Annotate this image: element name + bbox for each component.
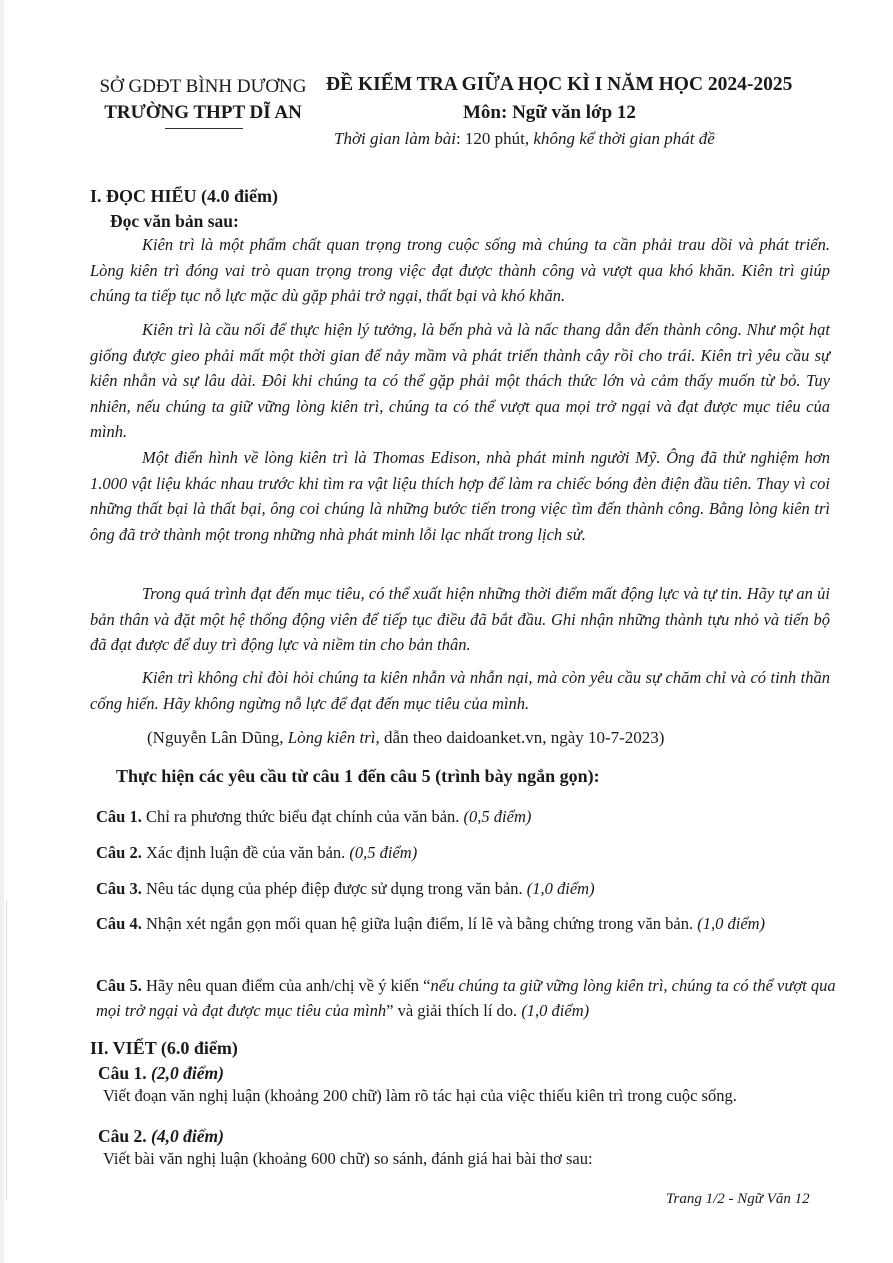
question-quote: nếu chúng ta giữ vững lòng kiên trì, chúng ta có thể vượt qua mọi trở ngại và đạt được mục tiêu của mình xyxy=(96,976,836,1020)
header-underline xyxy=(165,128,243,129)
part2-title: II. VIẾT (6.0 điểm) xyxy=(90,1038,238,1058)
question-points: (1,0 điểm) xyxy=(526,879,595,898)
passage-source xyxy=(147,728,664,748)
writing-question-1 xyxy=(98,1063,224,1084)
page-footer: Trang 1/2 - Ngữ Văn 12 xyxy=(666,1191,810,1207)
passage-paragraph-4: Trong quá trình đạt đến mục tiêu, có thể xuất hiện những thời điểm mất động lực và tự tin. Hãy tự an ủi bản thân và đặt một hệ thống động viên để tiếp tục điều đã bắt đầu. Ghi nhận những thành tựu nhỏ và tiến bộ đã đạt được để duy trì động lực và niềm tin cho bản thân. xyxy=(90,584,830,654)
question-label: Câu 5. xyxy=(96,976,142,995)
time-value: : 120 phút, xyxy=(455,129,534,148)
question-text: Chỉ ra phương thức biểu đạt chính của văn bản. xyxy=(141,807,464,826)
part1-title: I. ĐỌC HIỂU (4.0 điểm) xyxy=(90,186,278,206)
writing-question-points: (4,0 điểm) xyxy=(151,1126,224,1146)
source-ref: , dẫn theo daidoanket.vn, ngày 10-7-2023) xyxy=(375,728,665,747)
question-1 xyxy=(96,804,836,829)
scan-edge-line xyxy=(6,900,7,1200)
question-text: Xác định luận đề của văn bản. xyxy=(141,843,350,862)
school-name: TRƯỜNG THPT DĨ AN xyxy=(104,102,302,123)
writing-question-2 xyxy=(98,1126,224,1147)
question-text: Nhận xét ngắn gọn mối quan hệ giữa luận điểm, lí lẽ và bằng chứng trong văn bản. xyxy=(141,914,698,933)
passage-paragraph-3: Một điển hình về lòng kiên trì là Thomas Edison, nhà phát minh người Mỹ. Ông đã thử nghiệm hơn 1.000 vật liệu khác nhau trước khi tìm ra vật liệu thích hợp để làm ra chiếc bóng đèn điện đầu tiên. Thay vì coi những thất bại là thất bại, ông coi chúng là những bước tiến trong việc tìm đến thành công. Bằng lòng kiên trì ông đã trở thành một trong những nhà phát minh lỗi lạc nhất trong lịch sử. xyxy=(90,448,830,544)
question-points: (0,5 điểm) xyxy=(349,843,418,862)
subject-line: Môn: Ngữ văn lớp 12 xyxy=(463,102,636,123)
source-title: Lòng kiên trì xyxy=(287,728,376,747)
question-points: (1,0 điểm) xyxy=(521,1001,590,1020)
question-5 xyxy=(96,973,836,1023)
question-2 xyxy=(96,840,836,865)
scan-edge xyxy=(0,0,4,1263)
writing-question-points: (2,0 điểm) xyxy=(151,1063,224,1083)
writing-question-label: Câu 2. xyxy=(98,1126,151,1146)
question-points: (0,5 điểm) xyxy=(463,807,532,826)
question-label: Câu 2. xyxy=(96,843,142,862)
exam-title: ĐỀ KIỂM TRA GIỮA HỌC KÌ I NĂM HỌC 2024-2025 xyxy=(326,74,793,95)
department-name: SỞ GDĐT BÌNH DƯƠNG xyxy=(99,76,307,97)
question-text: Hãy nêu quan điểm của anh/chị về ý kiến “ xyxy=(141,976,431,995)
source-author: (Nguyễn Lân Dũng, xyxy=(147,728,288,747)
time-note: không kể thời gian phát đề xyxy=(533,129,715,148)
writing-question-label: Câu 1. xyxy=(98,1063,151,1083)
part1-subtitle: Đọc văn bản sau: xyxy=(110,211,239,231)
question-text: Nêu tác dụng của phép điệp được sử dụng trong văn bản. xyxy=(141,879,527,898)
question-4 xyxy=(96,911,836,936)
question-3 xyxy=(96,876,836,901)
time-line xyxy=(334,129,715,149)
passage-paragraph-1: Kiên trì là một phẩm chất quan trọng trong cuộc sống mà chúng ta cần phải trau dồi và phát triển. Lòng kiên trì đóng vai trò quan trọng trong việc đạt được thành công và vượt qua khó khăn. Kiên trì giúp chúng ta tiếp tục nỗ lực mặc dù gặp phải trở ngại, thất bại và khó khăn. xyxy=(90,235,830,305)
question-label: Câu 4. xyxy=(96,914,142,933)
question-label: Câu 3. xyxy=(96,879,142,898)
passage-paragraph-2: Kiên trì là cầu nối để thực hiện lý tưởng, là bến phà và là nấc thang dẫn đến thành công. Như một hạt giống được gieo phải mất một thời gian để nảy mầm và phát triển thành cây rồi cho trái. Kiên trì yêu cầu sự kiên nhẫn và sự lâu dài. Đôi khi chúng ta có thể gặp phải một thách thức lớn và cảm thấy muốn từ bỏ. Tuy nhiên, nếu chúng ta giữ vững lòng kiên trì, chúng ta có thể vượt qua mọi trở ngại và đạt được mục tiêu của mình. xyxy=(90,320,830,441)
instruction: Thực hiện các yêu cầu từ câu 1 đến câu 5 (trình bày ngắn gọn): xyxy=(116,766,600,786)
writing-question-1-text: Viết đoạn văn nghị luận (khoảng 200 chữ) làm rõ tác hại của việc thiếu kiên trì trong cuộc sống. xyxy=(103,1086,737,1105)
writing-question-2-text: Viết bài văn nghị luận (khoảng 600 chữ) so sánh, đánh giá hai bài thơ sau: xyxy=(103,1149,593,1168)
question-points: (1,0 điểm) xyxy=(697,914,766,933)
question-text-end: ” và giải thích lí do. xyxy=(386,1001,522,1020)
time-label: Thời gian làm bài xyxy=(334,129,456,148)
passage-paragraph-5: Kiên trì không chỉ đòi hỏi chúng ta kiên nhẫn và nhẫn nại, mà còn yêu cầu sự chăm chỉ và có tinh thần cống hiến. Hãy không ngừng nỗ lực để đạt đến mục tiêu của mình. xyxy=(90,668,830,713)
question-label: Câu 1. xyxy=(96,807,142,826)
